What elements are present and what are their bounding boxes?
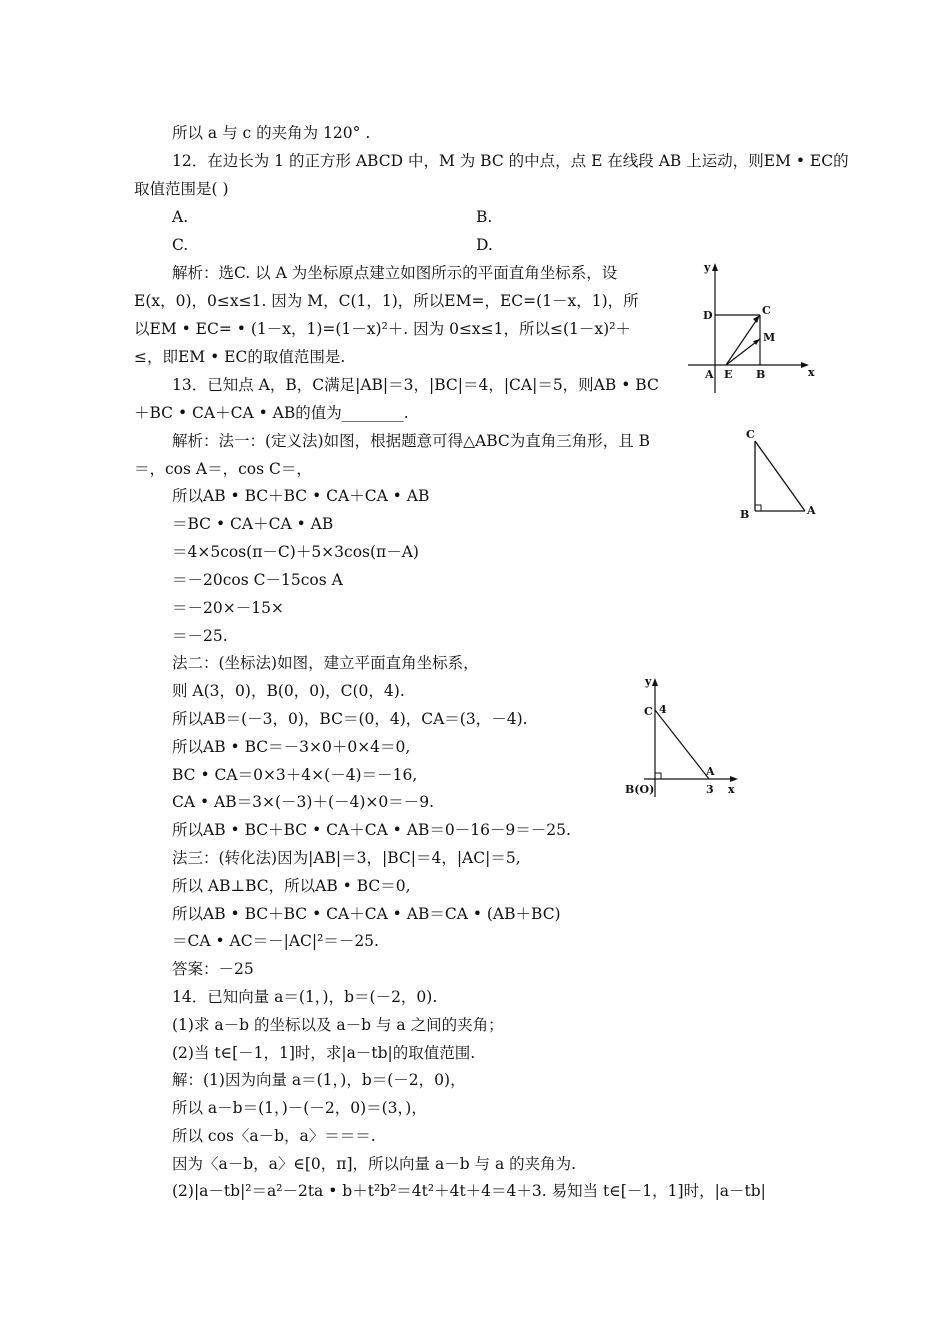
option-b: B. — [476, 208, 493, 226]
fig3-label-x: x — [728, 783, 735, 796]
text-line: 所以AB • BC＋BC • CA＋CA • AB — [172, 487, 430, 505]
text-line: 所以AB＝(－3，0)，BC＝(0，4)，CA＝(3，－4). — [172, 710, 528, 728]
option-d: D. — [476, 236, 493, 254]
fig1-label-d: D — [703, 309, 713, 322]
text-line: 所以 a 与 c 的夹角为 120° . — [172, 124, 371, 142]
fig1-label-m: M — [763, 331, 776, 344]
text-line: ≤，即EM • EC的取值范围是. — [134, 348, 346, 366]
text-line: 法二：(坐标法)如图，建立平面直角坐标系， — [172, 654, 479, 672]
fig3-label-a: A — [706, 765, 715, 778]
text-line: (1)求 a－b 的坐标以及 a－b 与 a 之间的夹角； — [172, 1016, 504, 1034]
text-line: 12．在边长为 1 的正方形 ABCD 中，M 为 BC 的中点，点 E 在线段 AB 上运动，则EM • EC的 — [172, 152, 849, 170]
text-line: ＋BC • CA＋CA • AB的值为________. — [134, 404, 409, 422]
option-a: A. — [172, 208, 189, 226]
text-line: 所以AB • BC＋BC • CA＋CA • AB＝0－16－9＝－25. — [172, 821, 571, 839]
square-coordinate-figure — [680, 258, 820, 398]
text-line: ＝4×5cos(π－C)＋5×3cos(π－A) — [172, 543, 419, 561]
text-line: ＝－20×－15× — [172, 599, 284, 617]
text-line: BC • CA＝0×3＋4×(－4)＝－16, — [172, 766, 418, 784]
fig2-label-a: A — [807, 504, 816, 517]
fig1-label-e: E — [724, 368, 733, 381]
coordinate-triangle-figure — [622, 672, 747, 802]
fig3-label-4: 4 — [659, 703, 667, 716]
text-line: 13．已知点 A，B，C满足|AB|＝3，|BC|＝4，|CA|＝5，则AB • BC — [172, 376, 659, 394]
fig1-label-c: C — [762, 304, 771, 317]
text-line: 解：(1)因为向量 a＝(1，)，b＝(－2，0)， — [172, 1071, 466, 1089]
text-line: ＝BC • CA＋CA • AB — [172, 515, 334, 533]
text-line: 14．已知向量 a＝(1，)，b＝(－2，0). — [172, 988, 438, 1006]
text-line: (2)当 t∈[－1，1]时，求|a－tb|的取值范围. — [172, 1044, 476, 1062]
fig2-label-b: B — [740, 508, 750, 521]
fig1-label-b: B — [756, 368, 766, 381]
right-triangle-figure — [735, 425, 825, 525]
text-line: 答案：－25 — [172, 960, 254, 978]
fig1-label-y: y — [704, 261, 711, 274]
fig3-label-y: y — [645, 675, 652, 688]
fig2-label-c: C — [746, 428, 755, 441]
text-line: 所以AB • BC＝－3×0＋0×4＝0, — [172, 738, 411, 756]
text-line: ＝－25. — [172, 627, 228, 645]
text-line: 所以 AB⊥BC，所以AB • BC＝0, — [172, 877, 411, 895]
text-line: (2)|a－tb|²＝a²－2ta • b＋t²b²＝4t²＋4t＋4＝4＋3. 易知当 t∈[－1，1]时，|a－tb| — [172, 1182, 766, 1200]
option-c: C. — [172, 236, 189, 254]
text-line: 解析：选C. 以 A 为坐标原点建立如图所示的平面直角坐标系，设 — [172, 264, 618, 282]
text-line: 法三：(转化法)因为|AB|＝3，|BC|＝4，|AC|＝5, — [172, 849, 521, 867]
fig3-label-3: 3 — [706, 783, 714, 796]
text-line: 则 A(3，0)，B(0，0)，C(0，4). — [172, 682, 405, 700]
text-line: ＝CA • AC＝－|AC|²＝－25. — [172, 932, 379, 950]
text-line: ＝－20cos C－15cos A — [172, 571, 343, 589]
text-line: 以EM • EC= • (1－x，1)=(1－x)²＋. 因为 0≤x≤1，所以≤(1－x)²＋ — [134, 320, 631, 338]
text-line: ＝，cos A＝，cos C＝， — [134, 460, 312, 478]
text-line: E(x，0)，0≤x≤1. 因为 M，C(1，1)，所以EM=，EC=(1－x，1)，所 — [134, 292, 639, 310]
fig3-label-c: C — [644, 705, 653, 718]
text-line: 所以AB • BC＋BC • CA＋CA • AB＝CA • (AB＋BC) — [172, 905, 561, 923]
text-line: CA • AB＝3×(－3)＋(－4)×0＝－9. — [172, 793, 435, 811]
fig3-label-bo: B(O) — [625, 783, 655, 796]
fig1-label-x: x — [808, 366, 815, 379]
text-line: 取值范围是( ) — [134, 180, 229, 198]
fig1-label-a: A — [705, 368, 714, 381]
text-line: 因为〈a－b，a〉∈[0，π]，所以向量 a－b 与 a 的夹角为. — [172, 1155, 577, 1173]
text-line: 解析：法一：(定义法)如图，根据题意可得△ABC为直角三角形，且 B — [172, 432, 651, 450]
text-line: 所以 a－b＝(1，)－(－2，0)＝(3，)， — [172, 1099, 427, 1117]
text-line: 所以 cos〈a－b，a〉＝＝＝. — [172, 1127, 376, 1145]
